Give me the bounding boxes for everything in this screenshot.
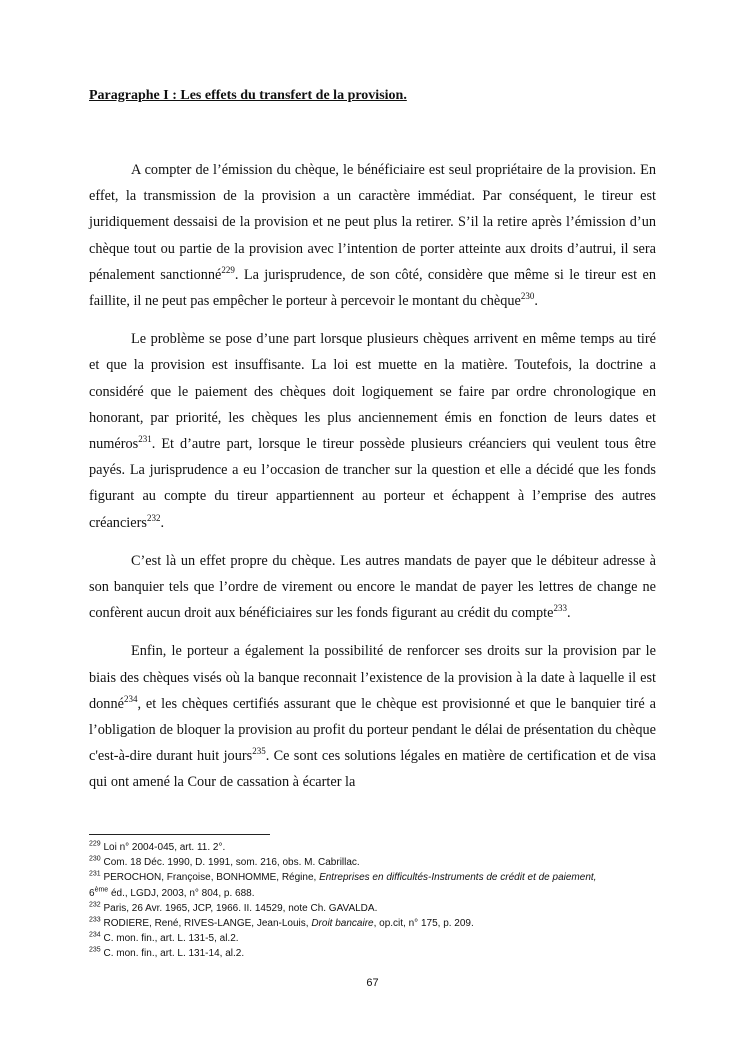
footnote-number: 231: [89, 871, 101, 879]
paragraph-1-text-a: A compter de l’émission du chèque, le bénéficiaire est seul propriétaire de la provision. En effet, la transmission de la provision a un caractère immédiat. Par conséquent, le tireur est juridiquement dessaisi de la provision et ne peut plus la retirer. S’il la retire après l’émission d’un chèque tout ou partie de la provision avec l’intention de porter atteinte aux droits d’autrui, il sera pénalement sanctionné: [89, 162, 656, 283]
paragraph-2-text-a: Le problème se pose d’une part lorsque plusieurs chèques arrivent en même temps au tiré et que la provision est insuffisante. La loi est muette en la matière. Toutefois, la doctrine a considéré que le paiement des chèques doit logiquement se faire par ordre chronologique en honorant, par priorité, les chèques les plus anciennement émis en fonction de leurs dates et numéros: [89, 331, 656, 453]
footnote-235: [89, 946, 659, 961]
section-heading: Paragraphe I : Les effets du transfert de la provision.: [89, 88, 407, 103]
paragraph-2-text-b: . Et d’autre part, lorsque le tireur possède plusieurs créanciers qui veulent tous être payés. La jurisprudence a eu l’occasion de trancher sur la question et elle a décidé que les fonds figurant au compte du tireur appartiennent au porteur et échappent à l’emprise des autres créanciers: [89, 436, 656, 531]
footnote-number: 233: [89, 916, 101, 924]
paragraph-1-text-c: .: [534, 293, 538, 310]
footnote-number: 234: [89, 931, 101, 939]
footnotes: [89, 840, 659, 962]
footnote-230: [89, 855, 659, 870]
footnote-number: 229: [89, 840, 101, 848]
footnote-title: Droit bancaire: [311, 918, 374, 930]
paragraph-3-text-b: .: [566, 605, 571, 622]
paragraph-1-text-b: . La jurisprudence, de son côté, considère que même si le tireur est en faillite, il ne peut pas empêcher le porteur à percevoir le montant du chèque: [89, 266, 656, 310]
footnote-number: 230: [89, 855, 101, 863]
footnote-number: 232: [89, 901, 101, 909]
footnote-text: Paris, 26 Avr. 1965, JCP, 1966. II. 14529, note Ch. GAVALDA.: [103, 902, 378, 914]
footnote-234: [89, 931, 659, 946]
footnote-text: Com. 18 Déc. 1990, D. 1991, som. 216, obs. M. Cabrillac.: [103, 857, 360, 869]
footnote-ref-232[interactable]: 232: [146, 512, 161, 523]
paragraph-3-text-a: C’est là un effet propre du chèque. Les autres mandats de payer que le débiteur adresse à son banquier tels que l’ordre de virement ou encore le mandat de payer les lettres de change ne confèrent aucun droit aux bénéficiaires sur les fonds figurant au crédit du compte: [89, 552, 656, 622]
page-number: 67: [366, 977, 379, 989]
footnote-ref-231[interactable]: 231: [138, 434, 152, 445]
footnote-edition-suffix: ème: [94, 886, 109, 894]
paragraph-3: [89, 548, 656, 627]
paragraph-2: [89, 326, 656, 536]
footnote-text: , op.cit, n° 175, p. 209.: [373, 918, 474, 930]
footnote-ref-229[interactable]: 229: [221, 265, 235, 276]
paragraph-2-text-c: .: [160, 514, 165, 531]
footnote-text: PEROCHON, Françoise, BONHOMME, Régine,: [103, 872, 320, 884]
footnote-231: [89, 870, 659, 900]
footnote-ref-230[interactable]: 230: [520, 291, 535, 302]
footnote-ref-235[interactable]: 235: [252, 746, 266, 757]
footnote-text: Loi n° 2004-045, art. 11. 2°.: [103, 842, 226, 853]
footnote-229: [89, 840, 659, 855]
footnote-separator: [89, 834, 270, 835]
footnote-text: RODIERE, René, RIVES-LANGE, Jean-Louis,: [103, 918, 312, 930]
paragraph-1: [89, 157, 656, 314]
footnote-text: C. mon. fin., art. L. 131-5, al.2.: [103, 933, 239, 945]
footnote-ref-234[interactable]: 234: [123, 694, 138, 705]
body-text: [89, 157, 656, 808]
footnote-text: éd., LGDJ, 2003, n° 804, p. 688.: [108, 887, 255, 899]
footnote-233: [89, 916, 659, 931]
paragraph-4-text-c: . Ce sont ces solutions légales en matière de certification et de visa qui ont amené la Cour de cassation à écarter la: [89, 748, 656, 791]
footnote-232: [89, 901, 659, 916]
footnote-number: 235: [89, 947, 101, 955]
footnote-text: C. mon. fin., art. L. 131-14, al.2.: [103, 948, 245, 960]
paragraph-4-text-a: Enfin, le porteur a également la possibilité de renforcer ses droits sur la provision par le biais des chèques visés où la banque reconnait l’existence de la provision à la date à laquelle il est donné: [89, 643, 656, 712]
paragraph-4: [89, 638, 656, 795]
footnote-edition-number: 6: [89, 887, 95, 899]
footnote-title: Entreprises en difficultés-Instruments de crédit et de paiement,: [319, 872, 597, 884]
paragraph-4-text-b: , et les chèques certifiés assurant que le chèque est provisionné et que le banquier tiré a l’obligation de bloquer la provision au profit du porteur pendant le délai de présentation du chèque c'est-à-dire durant huit jours: [89, 695, 656, 765]
footnote-ref-233[interactable]: 233: [553, 603, 567, 614]
